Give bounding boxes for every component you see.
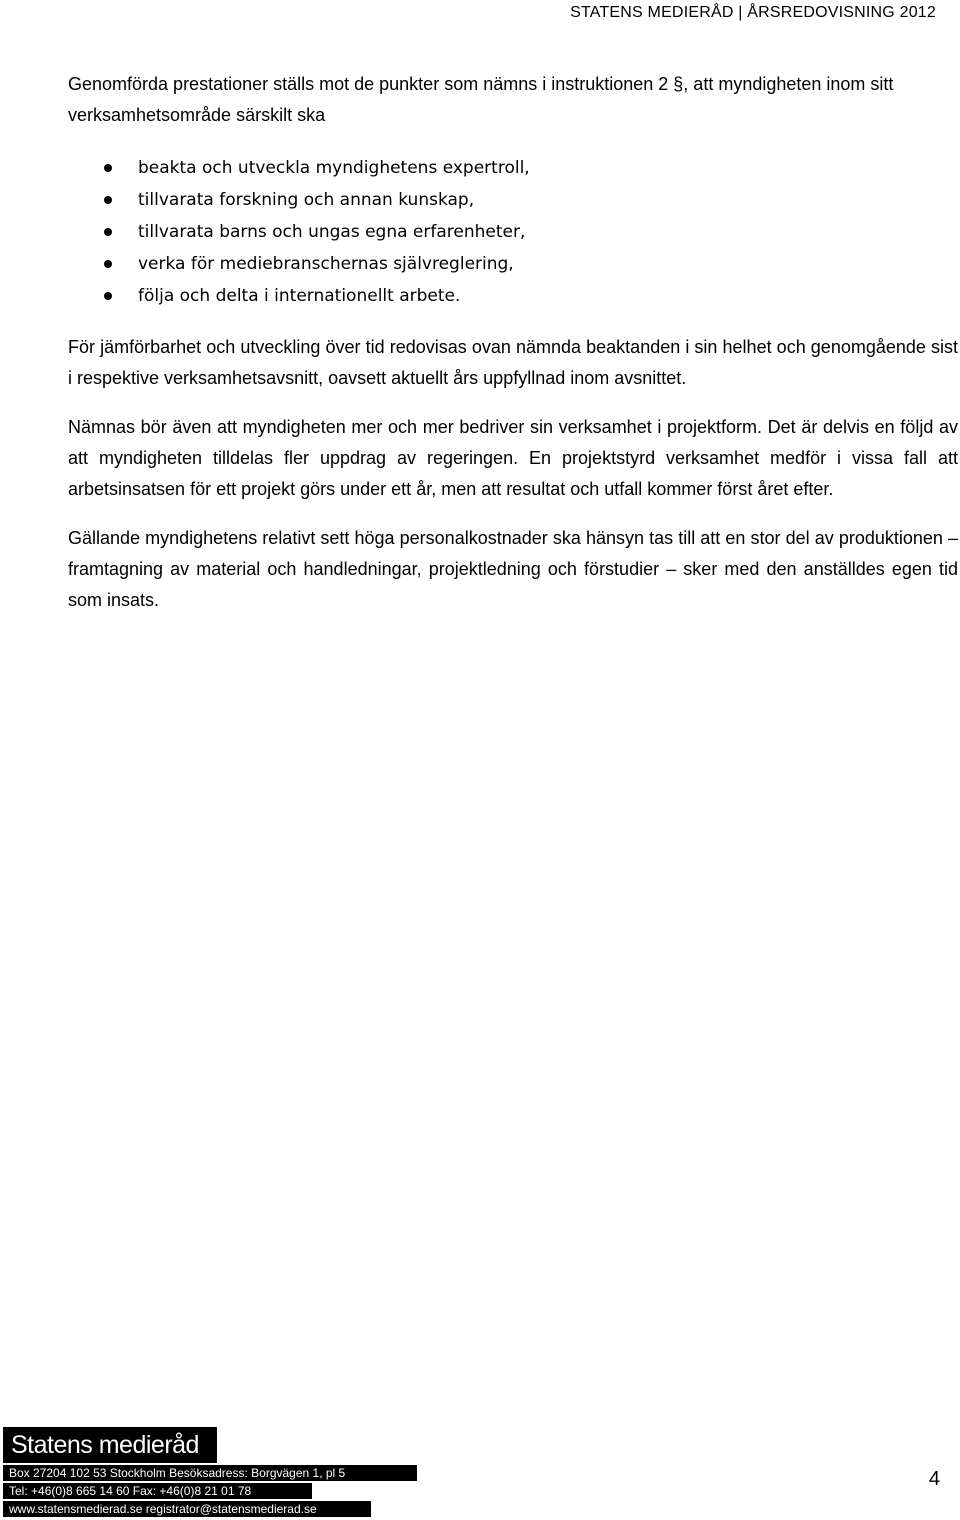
list-item bbox=[68, 216, 958, 248]
page-body bbox=[68, 69, 958, 616]
statens-medierad-logo: Statens medieråd bbox=[3, 1427, 217, 1463]
list-item-text: följa och delta i internationellt arbete. bbox=[138, 286, 461, 306]
footer-address: Box 27204 102 53 Stockholm Besöksadress: Borgvägen 1, pl 5 bbox=[3, 1465, 417, 1481]
intro-paragraph: Genomförda prestationer ställs mot de punkter som nämns i instruktionen 2 §, att myndigheten inom sitt verksamhetsområde särskilt ska bbox=[68, 74, 894, 125]
footer-web-email: www.statensmedierad.se registrator@statensmedierad.se bbox=[3, 1501, 371, 1517]
list-item-text: verka för mediebranschernas självreglering, bbox=[138, 254, 514, 274]
running-header: STATENS MEDIERÅD | ÅRSREDOVISNING 2012 bbox=[570, 4, 936, 21]
list-item bbox=[68, 184, 958, 216]
list-item bbox=[68, 248, 958, 280]
list-item bbox=[68, 152, 958, 184]
bullet-icon bbox=[104, 196, 112, 204]
paragraph-comparability: För jämförbarhet och utveckling över tid redovisas ovan nämnda beaktanden i sin helhet och genomgående sist i respektive verksamhetsavsnitt, oavsett aktuellt års uppfyllnad inom avsnittet. bbox=[68, 337, 958, 388]
footer-phone-fax: Tel: +46(0)8 665 14 60 Fax: +46(0)8 21 01 78 bbox=[3, 1483, 312, 1499]
bullet-icon bbox=[104, 228, 112, 236]
list-item bbox=[68, 280, 958, 312]
paragraph-personnel-costs: Gällande myndighetens relativt sett höga personalkostnader ska hänsyn tas till att en stor del av produktionen – framtagning av material och handledningar, projektledning och förstudier – sker med den anställdes egen tid som insats. bbox=[68, 528, 958, 610]
list-item-text: tillvarata forskning och annan kunskap, bbox=[138, 190, 475, 210]
bullet-icon bbox=[104, 164, 112, 172]
list-item-text: beakta och utveckla myndighetens expertroll, bbox=[138, 158, 530, 178]
page-number: 4 bbox=[928, 1468, 940, 1490]
bullet-list bbox=[68, 152, 958, 312]
bullet-icon bbox=[104, 260, 112, 268]
bullet-icon bbox=[104, 292, 112, 300]
list-item-text: tillvarata barns och ungas egna erfarenheter, bbox=[138, 222, 526, 242]
paragraph-project-form: Nämnas bör även att myndigheten mer och mer bedriver sin verksamhet i projektform. Det är delvis en följd av att myndigheten tilldelas fler uppdrag av regeringen. En projektstyrd verksamhet medför i vissa fall att arbetsinsatsen för ett projekt görs under ett år, men att resultat och utfall kommer först året efter. bbox=[68, 417, 958, 499]
